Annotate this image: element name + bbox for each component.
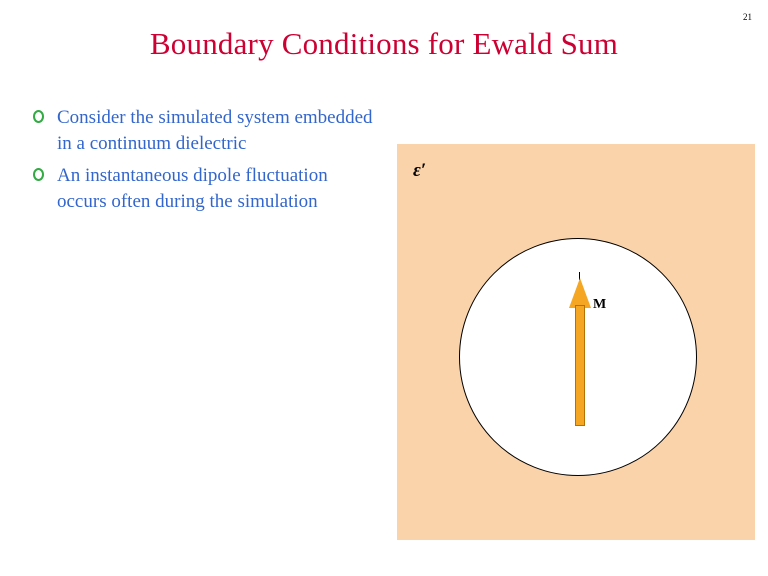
bullet-circle-icon [33,110,44,123]
slide-number: 21 [743,12,752,22]
bullet-list [30,105,380,221]
dipole-moment-label: M [593,297,607,312]
list-item [30,105,380,157]
bullet-circle-icon [33,168,44,181]
arrow-head [569,278,591,308]
diagram-figure [397,144,755,540]
list-item [30,163,380,215]
dielectric-constant-label: ε′ [413,160,427,181]
page-title: Boundary Conditions for Ewald Sum [149,26,619,61]
arrow-shaft [575,305,585,426]
list-item-text: Consider the simulated system embedded in a continuum dielectric [57,107,373,155]
dipole-arrow-icon [569,278,591,426]
list-item-text: An instantaneous dipole fluctuation occurs often during the simulation [57,165,328,213]
